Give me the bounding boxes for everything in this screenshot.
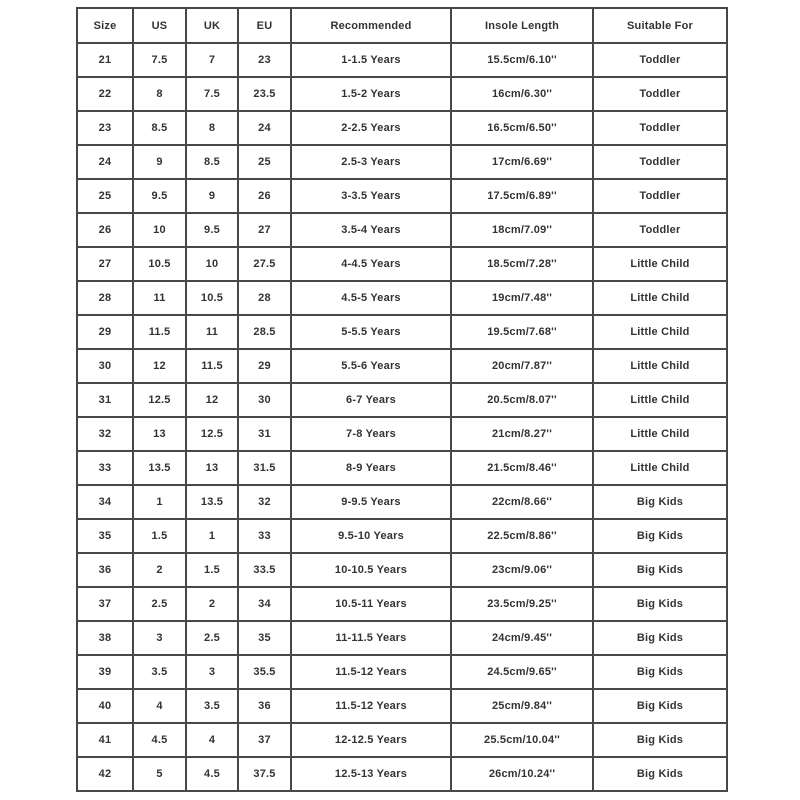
table-cell: 3.5 <box>186 689 238 723</box>
table-cell: 12 <box>133 349 186 383</box>
table-cell: 2.5-3 Years <box>291 145 451 179</box>
table-cell: 20cm/7.87'' <box>451 349 593 383</box>
table-cell: 3 <box>186 655 238 689</box>
size-chart-table <box>76 7 728 792</box>
table-cell: Little Child <box>593 281 727 315</box>
table-cell: 5.5-6 Years <box>291 349 451 383</box>
table-cell: 11.5-12 Years <box>291 689 451 723</box>
table-row <box>77 621 727 655</box>
table-cell: 28.5 <box>238 315 291 349</box>
table-cell: Little Child <box>593 451 727 485</box>
table-cell: 10-10.5 Years <box>291 553 451 587</box>
table-cell: 11.5-12 Years <box>291 655 451 689</box>
table-cell: 26cm/10.24'' <box>451 757 593 791</box>
table-cell: Big Kids <box>593 757 727 791</box>
table-cell: 12.5-13 Years <box>291 757 451 791</box>
table-cell: Toddler <box>593 145 727 179</box>
table-row <box>77 553 727 587</box>
table-cell: 38 <box>77 621 133 655</box>
table-cell: 39 <box>77 655 133 689</box>
table-cell: 16.5cm/6.50'' <box>451 111 593 145</box>
table-cell: 17cm/6.69'' <box>451 145 593 179</box>
table-cell: 22.5cm/8.86'' <box>451 519 593 553</box>
table-cell: Big Kids <box>593 553 727 587</box>
table-cell: 10 <box>186 247 238 281</box>
table-row <box>77 247 727 281</box>
table-cell: 4 <box>186 723 238 757</box>
table-cell: 35.5 <box>238 655 291 689</box>
table-cell: 21.5cm/8.46'' <box>451 451 593 485</box>
table-cell: 25 <box>77 179 133 213</box>
table-cell: 20.5cm/8.07'' <box>451 383 593 417</box>
table-cell: 13 <box>186 451 238 485</box>
table-cell: 29 <box>238 349 291 383</box>
table-row <box>77 179 727 213</box>
table-cell: 1 <box>133 485 186 519</box>
table-cell: Little Child <box>593 315 727 349</box>
table-cell: 11.5 <box>186 349 238 383</box>
table-cell: 24 <box>77 145 133 179</box>
table-cell: 23 <box>77 111 133 145</box>
table-cell: 13.5 <box>186 485 238 519</box>
table-cell: 23.5cm/9.25'' <box>451 587 593 621</box>
table-row <box>77 281 727 315</box>
table-cell: 24.5cm/9.65'' <box>451 655 593 689</box>
table-cell: 16cm/6.30'' <box>451 77 593 111</box>
table-cell: 3-3.5 Years <box>291 179 451 213</box>
table-cell: Big Kids <box>593 621 727 655</box>
table-cell: 17.5cm/6.89'' <box>451 179 593 213</box>
table-cell: 4.5 <box>186 757 238 791</box>
table-cell: 27 <box>77 247 133 281</box>
table-cell: 5 <box>133 757 186 791</box>
table-cell: 26 <box>77 213 133 247</box>
table-cell: 3 <box>133 621 186 655</box>
table-cell: 36 <box>238 689 291 723</box>
table-cell: 24 <box>238 111 291 145</box>
table-cell: 31 <box>77 383 133 417</box>
table-cell: 4-4.5 Years <box>291 247 451 281</box>
table-cell: 10.5 <box>133 247 186 281</box>
table-cell: 37 <box>238 723 291 757</box>
table-cell: Little Child <box>593 417 727 451</box>
table-header-row <box>77 8 727 43</box>
table-cell: 23cm/9.06'' <box>451 553 593 587</box>
table-body <box>77 43 727 791</box>
table-cell: Little Child <box>593 349 727 383</box>
table-cell: 31 <box>238 417 291 451</box>
table-cell: 4.5-5 Years <box>291 281 451 315</box>
table-cell: 8.5 <box>186 145 238 179</box>
table-cell: 23 <box>238 43 291 77</box>
table-row <box>77 111 727 145</box>
table-cell: Big Kids <box>593 689 727 723</box>
table-cell: Big Kids <box>593 485 727 519</box>
table-cell: Big Kids <box>593 655 727 689</box>
table-cell: 6-7 Years <box>291 383 451 417</box>
table-cell: 7-8 Years <box>291 417 451 451</box>
table-cell: 7.5 <box>186 77 238 111</box>
table-cell: 9.5-10 Years <box>291 519 451 553</box>
table-cell: 35 <box>77 519 133 553</box>
table-cell: 21cm/8.27'' <box>451 417 593 451</box>
table-cell: 27 <box>238 213 291 247</box>
table-row <box>77 43 727 77</box>
table-cell: 8.5 <box>133 111 186 145</box>
table-cell: 7.5 <box>133 43 186 77</box>
table-cell: 33 <box>238 519 291 553</box>
table-cell: 32 <box>238 485 291 519</box>
table-row <box>77 417 727 451</box>
table-cell: 12-12.5 Years <box>291 723 451 757</box>
table-cell: 9-9.5 Years <box>291 485 451 519</box>
table-cell: 11 <box>186 315 238 349</box>
table-row <box>77 315 727 349</box>
table-cell: Little Child <box>593 383 727 417</box>
table-cell: 1.5 <box>186 553 238 587</box>
table-cell: 21 <box>77 43 133 77</box>
table-cell: 1 <box>186 519 238 553</box>
table-cell: 42 <box>77 757 133 791</box>
table-cell: Toddler <box>593 213 727 247</box>
table-cell: 34 <box>238 587 291 621</box>
table-cell: 10 <box>133 213 186 247</box>
table-cell: 24cm/9.45'' <box>451 621 593 655</box>
table-cell: 12 <box>186 383 238 417</box>
table-row <box>77 349 727 383</box>
table-cell: 11-11.5 Years <box>291 621 451 655</box>
table-cell: Big Kids <box>593 587 727 621</box>
table-cell: 9.5 <box>186 213 238 247</box>
table-cell: 13 <box>133 417 186 451</box>
table-cell: 32 <box>77 417 133 451</box>
table-cell: 3.5-4 Years <box>291 213 451 247</box>
table-cell: 25.5cm/10.04'' <box>451 723 593 757</box>
table-cell: 19cm/7.48'' <box>451 281 593 315</box>
table-cell: 33 <box>77 451 133 485</box>
table-cell: 1-1.5 Years <box>291 43 451 77</box>
table-row <box>77 757 727 791</box>
table-cell: 22cm/8.66'' <box>451 485 593 519</box>
table-row <box>77 519 727 553</box>
table-row <box>77 587 727 621</box>
table-cell: 13.5 <box>133 451 186 485</box>
table-cell: 30 <box>238 383 291 417</box>
column-header-uk: UK <box>186 8 238 43</box>
table-row <box>77 77 727 111</box>
table-cell: 33.5 <box>238 553 291 587</box>
table-cell: 18.5cm/7.28'' <box>451 247 593 281</box>
table-cell: 1.5-2 Years <box>291 77 451 111</box>
table-cell: 35 <box>238 621 291 655</box>
table-row <box>77 383 727 417</box>
table-row <box>77 451 727 485</box>
table-cell: 41 <box>77 723 133 757</box>
table-row <box>77 723 727 757</box>
table-cell: 22 <box>77 77 133 111</box>
table-cell: 31.5 <box>238 451 291 485</box>
table-cell: 18cm/7.09'' <box>451 213 593 247</box>
table-row <box>77 213 727 247</box>
table-cell: 8 <box>186 111 238 145</box>
table-cell: 10.5 <box>186 281 238 315</box>
table-cell: 1.5 <box>133 519 186 553</box>
table-cell: 12.5 <box>186 417 238 451</box>
table-cell: 23.5 <box>238 77 291 111</box>
table-cell: 2 <box>186 587 238 621</box>
column-header-eu: EU <box>238 8 291 43</box>
table-cell: 27.5 <box>238 247 291 281</box>
column-header-recommended: Recommended <box>291 8 451 43</box>
table-cell: 4.5 <box>133 723 186 757</box>
table-cell: 34 <box>77 485 133 519</box>
table-cell: 11.5 <box>133 315 186 349</box>
table-cell: 7 <box>186 43 238 77</box>
table-header <box>77 8 727 43</box>
table-cell: 2.5 <box>186 621 238 655</box>
table-cell: 40 <box>77 689 133 723</box>
table-cell: 28 <box>77 281 133 315</box>
table-cell: 19.5cm/7.68'' <box>451 315 593 349</box>
table-cell: 8-9 Years <box>291 451 451 485</box>
table-cell: Toddler <box>593 179 727 213</box>
table-cell: Big Kids <box>593 519 727 553</box>
table-cell: 9.5 <box>133 179 186 213</box>
table-cell: 15.5cm/6.10'' <box>451 43 593 77</box>
table-cell: 36 <box>77 553 133 587</box>
column-header-size: Size <box>77 8 133 43</box>
table-cell: 2-2.5 Years <box>291 111 451 145</box>
table-cell: 2.5 <box>133 587 186 621</box>
table-cell: 26 <box>238 179 291 213</box>
table-row <box>77 689 727 723</box>
table-cell: 9 <box>186 179 238 213</box>
table-cell: 10.5-11 Years <box>291 587 451 621</box>
table-cell: 4 <box>133 689 186 723</box>
column-header-us: US <box>133 8 186 43</box>
table-cell: 8 <box>133 77 186 111</box>
table-cell: 37 <box>77 587 133 621</box>
table-cell: 2 <box>133 553 186 587</box>
table-cell: Big Kids <box>593 723 727 757</box>
table-cell: 9 <box>133 145 186 179</box>
table-cell: 25cm/9.84'' <box>451 689 593 723</box>
table-cell: Toddler <box>593 43 727 77</box>
table-cell: 12.5 <box>133 383 186 417</box>
table-cell: 29 <box>77 315 133 349</box>
table-cell: 5-5.5 Years <box>291 315 451 349</box>
table-cell: 28 <box>238 281 291 315</box>
table-row <box>77 655 727 689</box>
table-cell: Toddler <box>593 111 727 145</box>
table-row <box>77 485 727 519</box>
table-cell: Little Child <box>593 247 727 281</box>
table-cell: 3.5 <box>133 655 186 689</box>
table-cell: Toddler <box>593 77 727 111</box>
column-header-insole-length: Insole Length <box>451 8 593 43</box>
table-cell: 30 <box>77 349 133 383</box>
column-header-suitable-for: Suitable For <box>593 8 727 43</box>
table-cell: 25 <box>238 145 291 179</box>
table-cell: 11 <box>133 281 186 315</box>
table-cell: 37.5 <box>238 757 291 791</box>
table-row <box>77 145 727 179</box>
